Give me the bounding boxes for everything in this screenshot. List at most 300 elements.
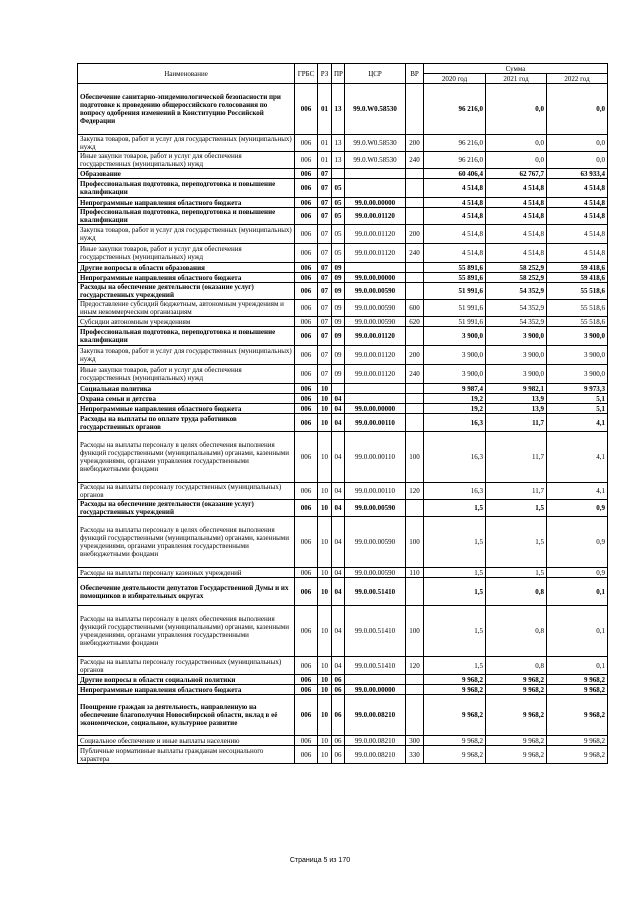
row-vr <box>406 695 424 736</box>
table-row <box>78 578 608 606</box>
row-value-2020: 9 968,2 <box>424 675 486 685</box>
row-vr: 240 <box>406 365 424 384</box>
row-value-2022: 55 518,6 <box>547 300 608 317</box>
row-csr: 99.0.00.51410 <box>345 578 406 606</box>
row-pr: 09 <box>332 283 345 300</box>
row-csr: 99.0.00.01120 <box>345 346 406 365</box>
row-value-2022: 9 973,3 <box>547 384 608 394</box>
row-value-2021: 4 514,8 <box>486 198 547 208</box>
table-row <box>78 283 608 300</box>
row-value-2022: 3 900,0 <box>547 327 608 346</box>
table-row <box>78 152 608 169</box>
row-value-2022: 4,1 <box>547 483 608 500</box>
row-name: Иные закупки товаров, работ и услуг для обеспечения государственных (муниципальных) нужд <box>78 152 295 169</box>
row-value-2020: 4 514,8 <box>424 208 486 225</box>
row-grbs: 006 <box>295 384 318 394</box>
row-value-2022: 55 518,6 <box>547 317 608 327</box>
header-year-2021: 2021 год <box>486 74 547 84</box>
row-vr <box>406 394 424 404</box>
row-grbs: 006 <box>295 84 318 135</box>
table-row <box>78 169 608 179</box>
header-rz: РЗ <box>318 64 332 84</box>
budget-table <box>77 63 608 764</box>
row-value-2020: 1,5 <box>424 500 486 517</box>
row-vr: 330 <box>406 746 424 764</box>
table-row <box>78 384 608 394</box>
row-value-2022: 9 968,2 <box>547 736 608 746</box>
table-row <box>78 483 608 500</box>
row-pr: 04 <box>332 500 345 517</box>
row-value-2021: 9 968,2 <box>486 736 547 746</box>
row-value-2022: 4 514,8 <box>547 225 608 244</box>
row-value-2021: 0,0 <box>486 135 547 152</box>
row-name: Расходы на выплаты персоналу казенных учреждений <box>78 568 295 578</box>
row-rz: 07 <box>318 300 332 317</box>
row-grbs: 006 <box>295 300 318 317</box>
row-vr <box>406 578 424 606</box>
row-value-2020: 51 991,6 <box>424 283 486 300</box>
row-value-2021: 0,8 <box>486 657 547 675</box>
row-value-2020: 51 991,6 <box>424 300 486 317</box>
row-pr: 09 <box>332 317 345 327</box>
row-name: Расходы на выплаты персоналу в целях обеспечения выполнения функций государственными (муниципальными) органами, казенными учреждениями, органами управления государственными внебюджетными фондами <box>78 606 295 657</box>
row-grbs: 006 <box>295 675 318 685</box>
row-vr <box>406 283 424 300</box>
row-pr: 13 <box>332 135 345 152</box>
row-rz: 07 <box>318 263 332 273</box>
row-value-2021: 58 252,9 <box>486 263 547 273</box>
row-value-2022: 0,0 <box>547 84 608 135</box>
row-vr: 300 <box>406 736 424 746</box>
row-rz: 10 <box>318 746 332 764</box>
row-rz: 10 <box>318 500 332 517</box>
row-value-2022: 4 514,8 <box>547 179 608 198</box>
row-csr: 99.0.00.51410 <box>345 606 406 657</box>
row-csr: 99.0.00.00000 <box>345 404 406 414</box>
row-value-2022: 0,1 <box>547 606 608 657</box>
row-value-2020: 55 891,6 <box>424 273 486 283</box>
row-value-2022: 0,1 <box>547 657 608 675</box>
row-value-2021: 4 514,8 <box>486 179 547 198</box>
row-value-2021: 3 900,0 <box>486 365 547 384</box>
row-value-2020: 1,5 <box>424 517 486 568</box>
row-vr: 120 <box>406 483 424 500</box>
table-row <box>78 675 608 685</box>
row-pr: 05 <box>332 179 345 198</box>
table-row <box>78 606 608 657</box>
row-vr <box>406 263 424 273</box>
row-rz: 07 <box>318 317 332 327</box>
row-rz: 10 <box>318 578 332 606</box>
row-pr: 04 <box>332 414 345 432</box>
row-vr <box>406 384 424 394</box>
row-value-2020: 3 900,0 <box>424 346 486 365</box>
row-name: Социальная политика <box>78 384 295 394</box>
row-grbs: 006 <box>295 657 318 675</box>
row-value-2022: 0,0 <box>547 152 608 169</box>
row-pr: 04 <box>332 404 345 414</box>
row-value-2021: 3 900,0 <box>486 327 547 346</box>
row-value-2021: 11,7 <box>486 432 547 483</box>
row-csr: 99.0.00.00110 <box>345 432 406 483</box>
row-name: Профессиональная подготовка, переподготовка и повышение квалификации <box>78 179 295 198</box>
row-grbs: 006 <box>295 414 318 432</box>
row-name: Непрограммные направления областного бюджета <box>78 685 295 695</box>
row-name: Другие вопросы в области образования <box>78 263 295 273</box>
row-value-2022: 9 968,2 <box>547 675 608 685</box>
row-grbs: 006 <box>295 244 318 263</box>
row-name: Расходы на выплаты персоналу в целях обеспечения выполнения функций государственными (муниципальными) органами, казенными учреждениями, органами управления государственными внебюджетными фондами <box>78 517 295 568</box>
table-row <box>78 317 608 327</box>
table-row <box>78 208 608 225</box>
row-value-2020: 96 216,0 <box>424 84 486 135</box>
row-value-2022: 4,1 <box>547 432 608 483</box>
row-pr: 09 <box>332 300 345 317</box>
row-csr: 99.0.W0.58530 <box>345 84 406 135</box>
row-value-2022: 0,1 <box>547 578 608 606</box>
row-value-2022: 0,9 <box>547 517 608 568</box>
row-vr: 200 <box>406 346 424 365</box>
row-value-2020: 1,5 <box>424 657 486 675</box>
row-vr: 120 <box>406 657 424 675</box>
row-rz: 10 <box>318 685 332 695</box>
row-name: Расходы на выплаты по оплате труда работников государственных органов <box>78 414 295 432</box>
row-pr: 04 <box>332 394 345 404</box>
row-vr: 240 <box>406 152 424 169</box>
row-grbs: 006 <box>295 152 318 169</box>
row-rz: 07 <box>318 225 332 244</box>
row-vr <box>406 208 424 225</box>
row-value-2022: 0,9 <box>547 500 608 517</box>
row-grbs: 006 <box>295 327 318 346</box>
row-name: Социальное обеспечение и иные выплаты населению <box>78 736 295 746</box>
header-year-2022: 2022 год <box>547 74 608 84</box>
header-csr: ЦСР <box>345 64 406 84</box>
table-body <box>78 84 608 764</box>
row-name: Охрана семьи и детства <box>78 394 295 404</box>
row-rz: 07 <box>318 244 332 263</box>
row-pr: 05 <box>332 225 345 244</box>
row-vr <box>406 169 424 179</box>
row-value-2020: 9 987,4 <box>424 384 486 394</box>
row-value-2020: 96 216,0 <box>424 135 486 152</box>
row-grbs: 006 <box>295 483 318 500</box>
header-name: Наименование <box>78 64 295 84</box>
table-row <box>78 273 608 283</box>
row-csr: 99.0.00.01120 <box>345 365 406 384</box>
row-rz: 10 <box>318 384 332 394</box>
table-row <box>78 263 608 273</box>
row-pr: 05 <box>332 198 345 208</box>
row-value-2020: 96 216,0 <box>424 152 486 169</box>
row-vr: 100 <box>406 606 424 657</box>
row-rz: 10 <box>318 432 332 483</box>
row-value-2021: 13,9 <box>486 394 547 404</box>
table-row <box>78 225 608 244</box>
row-value-2020: 9 968,2 <box>424 746 486 764</box>
row-name: Расходы на обеспечение деятельности (оказание услуг) государственных учреждений <box>78 500 295 517</box>
row-value-2022: 59 418,6 <box>547 263 608 273</box>
row-rz: 07 <box>318 346 332 365</box>
row-pr: 06 <box>332 685 345 695</box>
row-csr: 99.0.00.00110 <box>345 414 406 432</box>
row-csr: 99.0.00.51410 <box>345 657 406 675</box>
table-row <box>78 394 608 404</box>
row-csr: 99.0.W0.58530 <box>345 135 406 152</box>
row-value-2021: 9 968,2 <box>486 685 547 695</box>
row-csr <box>345 675 406 685</box>
row-rz: 10 <box>318 394 332 404</box>
table-row <box>78 404 608 414</box>
row-vr: 100 <box>406 432 424 483</box>
row-pr: 04 <box>332 432 345 483</box>
row-rz: 07 <box>318 169 332 179</box>
row-grbs: 006 <box>295 208 318 225</box>
row-pr: 06 <box>332 736 345 746</box>
row-value-2022: 5,1 <box>547 404 608 414</box>
row-vr <box>406 404 424 414</box>
row-vr: 200 <box>406 225 424 244</box>
row-value-2021: 58 252,9 <box>486 273 547 283</box>
row-grbs: 006 <box>295 606 318 657</box>
table-row <box>78 657 608 675</box>
row-rz: 10 <box>318 404 332 414</box>
table-row <box>78 179 608 198</box>
header-grbs: ГРБС <box>295 64 318 84</box>
row-csr: 99.0.00.00590 <box>345 283 406 300</box>
row-value-2020: 16,3 <box>424 432 486 483</box>
row-value-2021: 0,0 <box>486 152 547 169</box>
row-value-2022: 9 968,2 <box>547 746 608 764</box>
row-vr <box>406 414 424 432</box>
row-name: Расходы на выплаты персоналу в целях обеспечения выполнения функций государственными (муниципальными) органами, казенными учреждениями, органами управления государственными внебюджетными фондами <box>78 432 295 483</box>
row-vr <box>406 84 424 135</box>
row-csr: 99.0.00.08210 <box>345 746 406 764</box>
row-value-2020: 9 968,2 <box>424 736 486 746</box>
row-grbs: 006 <box>295 695 318 736</box>
row-value-2020: 4 514,8 <box>424 225 486 244</box>
row-name: Непрограммные направления областного бюджета <box>78 404 295 414</box>
row-vr: 240 <box>406 244 424 263</box>
row-csr <box>345 394 406 404</box>
row-name: Обеспечение санитарно-эпидемиологической безопасности при подготовке к проведению общероссийского голосования по вопросу одобрения изменений в Конституцию Российской Федерации <box>78 84 295 135</box>
row-value-2022: 9 968,2 <box>547 695 608 736</box>
row-value-2021: 1,5 <box>486 500 547 517</box>
row-name: Образование <box>78 169 295 179</box>
table-row <box>78 695 608 736</box>
row-name: Закупка товаров, работ и услуг для государственных (муниципальных) нужд <box>78 225 295 244</box>
row-csr: 99.0.00.01120 <box>345 244 406 263</box>
row-value-2021: 11,7 <box>486 414 547 432</box>
table-row <box>78 568 608 578</box>
row-csr <box>345 179 406 198</box>
row-csr: 99.0.00.01120 <box>345 208 406 225</box>
row-vr: 200 <box>406 135 424 152</box>
row-value-2022: 63 933,4 <box>547 169 608 179</box>
row-rz: 10 <box>318 657 332 675</box>
row-csr: 99.0.00.00590 <box>345 300 406 317</box>
row-rz: 01 <box>318 84 332 135</box>
row-vr: 620 <box>406 317 424 327</box>
row-name: Расходы на обеспечение деятельности (оказание услуг) государственных учреждений <box>78 283 295 300</box>
row-csr: 99.0.00.08210 <box>345 695 406 736</box>
row-pr: 04 <box>332 606 345 657</box>
row-value-2021: 1,5 <box>486 568 547 578</box>
row-pr: 04 <box>332 568 345 578</box>
row-rz: 01 <box>318 135 332 152</box>
row-value-2021: 9 968,2 <box>486 746 547 764</box>
row-value-2021: 11,7 <box>486 483 547 500</box>
row-rz: 10 <box>318 568 332 578</box>
row-csr: 99.0.00.01120 <box>345 225 406 244</box>
row-pr: 04 <box>332 657 345 675</box>
row-value-2022: 3 900,0 <box>547 365 608 384</box>
row-value-2021: 54 352,9 <box>486 317 547 327</box>
row-value-2022: 59 418,6 <box>547 273 608 283</box>
row-vr: 600 <box>406 300 424 317</box>
row-pr: 09 <box>332 327 345 346</box>
row-value-2021: 4 514,8 <box>486 208 547 225</box>
table-row <box>78 517 608 568</box>
row-rz: 07 <box>318 365 332 384</box>
row-value-2022: 4,1 <box>547 414 608 432</box>
row-grbs: 006 <box>295 517 318 568</box>
row-rz: 10 <box>318 736 332 746</box>
row-value-2021: 4 514,8 <box>486 225 547 244</box>
row-csr: 99.0.00.01120 <box>345 327 406 346</box>
row-grbs: 006 <box>295 263 318 273</box>
row-name: Профессиональная подготовка, переподготовка и повышение квалификации <box>78 327 295 346</box>
row-value-2020: 4 514,8 <box>424 198 486 208</box>
row-value-2022: 0,9 <box>547 568 608 578</box>
row-value-2022: 55 518,6 <box>547 283 608 300</box>
row-grbs: 006 <box>295 283 318 300</box>
row-rz: 07 <box>318 327 332 346</box>
row-grbs: 006 <box>295 746 318 764</box>
row-rz: 10 <box>318 675 332 685</box>
row-grbs: 006 <box>295 273 318 283</box>
row-value-2020: 51 991,6 <box>424 317 486 327</box>
row-value-2021: 62 767,7 <box>486 169 547 179</box>
header-pr: ПР <box>332 64 345 84</box>
row-name: Непрограммные направления областного бюджета <box>78 198 295 208</box>
table-row <box>78 685 608 695</box>
row-pr: 09 <box>332 346 345 365</box>
table-row <box>78 414 608 432</box>
table-row <box>78 327 608 346</box>
row-vr <box>406 179 424 198</box>
row-grbs: 006 <box>295 198 318 208</box>
row-value-2021: 13,9 <box>486 404 547 414</box>
row-value-2022: 5,1 <box>547 394 608 404</box>
row-pr: 04 <box>332 578 345 606</box>
row-value-2022: 4 514,8 <box>547 198 608 208</box>
row-value-2022: 0,0 <box>547 135 608 152</box>
row-grbs: 006 <box>295 225 318 244</box>
row-value-2021: 0,8 <box>486 578 547 606</box>
row-rz: 07 <box>318 208 332 225</box>
row-pr: 04 <box>332 483 345 500</box>
row-rz: 07 <box>318 198 332 208</box>
row-name: Расходы на выплаты персоналу государственных (муниципальных) органов <box>78 657 295 675</box>
row-csr: 99.0.00.00590 <box>345 517 406 568</box>
table-row <box>78 365 608 384</box>
row-csr <box>345 384 406 394</box>
row-rz: 10 <box>318 606 332 657</box>
row-grbs: 006 <box>295 365 318 384</box>
row-grbs: 006 <box>295 685 318 695</box>
row-csr: 99.0.00.00000 <box>345 198 406 208</box>
row-value-2020: 9 968,2 <box>424 695 486 736</box>
row-rz: 07 <box>318 283 332 300</box>
row-grbs: 006 <box>295 404 318 414</box>
row-rz: 10 <box>318 483 332 500</box>
row-value-2020: 1,5 <box>424 578 486 606</box>
row-name: Поощрение граждан за деятельность, направленную на обеспечение благополучия Новосибирской области, вклад в её экономическое, социальное, культурное развитие <box>78 695 295 736</box>
row-value-2021: 3 900,0 <box>486 346 547 365</box>
row-value-2020: 1,5 <box>424 606 486 657</box>
row-pr: 05 <box>332 208 345 225</box>
row-value-2022: 4 514,8 <box>547 208 608 225</box>
table-row <box>78 198 608 208</box>
row-pr: 06 <box>332 746 345 764</box>
row-pr: 13 <box>332 84 345 135</box>
row-value-2021: 0,8 <box>486 606 547 657</box>
row-value-2022: 4 514,8 <box>547 244 608 263</box>
row-pr: 05 <box>332 244 345 263</box>
row-vr <box>406 685 424 695</box>
row-grbs: 006 <box>295 317 318 327</box>
row-vr <box>406 327 424 346</box>
row-value-2022: 3 900,0 <box>547 346 608 365</box>
table-row <box>78 746 608 764</box>
table-row <box>78 500 608 517</box>
row-value-2021: 54 352,9 <box>486 300 547 317</box>
row-value-2021: 4 514,8 <box>486 244 547 263</box>
row-grbs: 006 <box>295 179 318 198</box>
row-name: Профессиональная подготовка, переподготовка и повышение квалификации <box>78 208 295 225</box>
row-name: Непрограммные направления областного бюджета <box>78 273 295 283</box>
row-csr: 99.0.W0.58530 <box>345 152 406 169</box>
table-row <box>78 736 608 746</box>
row-value-2022: 9 968,2 <box>547 685 608 695</box>
row-pr: 06 <box>332 695 345 736</box>
row-pr <box>332 384 345 394</box>
row-value-2020: 55 891,6 <box>424 263 486 273</box>
row-value-2020: 19,2 <box>424 404 486 414</box>
row-csr: 99.0.00.00000 <box>345 685 406 695</box>
row-value-2021: 9 968,2 <box>486 695 547 736</box>
row-csr: 99.0.00.00590 <box>345 500 406 517</box>
page-number: Страница 5 из 170 <box>289 857 351 864</box>
row-grbs: 006 <box>295 578 318 606</box>
row-name: Иные закупки товаров, работ и услуг для обеспечения государственных (муниципальных) нужд <box>78 244 295 263</box>
row-name: Закупка товаров, работ и услуг для государственных (муниципальных) нужд <box>78 346 295 365</box>
row-grbs: 006 <box>295 346 318 365</box>
budget-table-container <box>77 63 607 764</box>
row-grbs: 006 <box>295 432 318 483</box>
row-value-2021: 9 968,2 <box>486 675 547 685</box>
header-vr: ВР <box>406 64 424 84</box>
table-row <box>78 84 608 135</box>
row-name: Субсидии автономным учреждениям <box>78 317 295 327</box>
row-value-2021: 1,5 <box>486 517 547 568</box>
row-pr <box>332 169 345 179</box>
row-rz: 10 <box>318 414 332 432</box>
row-name: Обеспечение деятельности депутатов Государственной Думы и их помощников в избирательных округах <box>78 578 295 606</box>
row-value-2020: 19,2 <box>424 394 486 404</box>
row-value-2020: 1,5 <box>424 568 486 578</box>
